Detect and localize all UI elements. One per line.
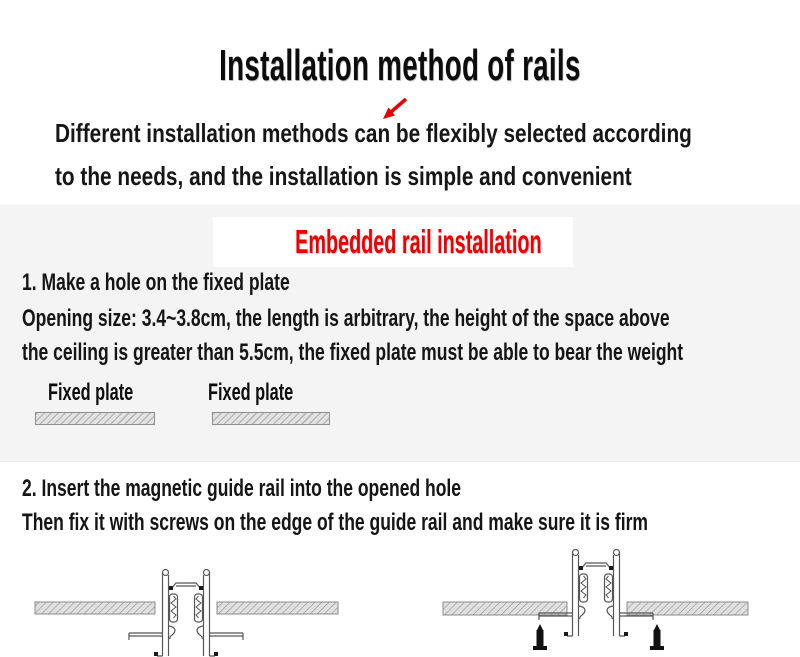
subtitle-line-1: Different installation methods can be flexibly selected according <box>55 118 692 148</box>
section-heading: Embedded rail installation <box>295 223 542 260</box>
step1-desc-line2: the ceiling is greater than 5.5cm, the fixed plate must be able to bear the weight <box>22 339 684 366</box>
rail-fixed-with-screws-diagram <box>420 540 760 657</box>
subtitle-line-2: to the needs, and the installation is simple and convenient <box>55 161 632 191</box>
screw-icon <box>650 624 664 650</box>
screw-icon <box>533 624 547 650</box>
fixed-plate-label-2: Fixed plate <box>208 379 294 406</box>
step2-title: 2. Insert the magnetic guide rail into the opened hole <box>22 475 462 502</box>
fixed-plate-bar-1 <box>35 412 155 425</box>
mounting-wing-left <box>129 633 163 640</box>
step2-desc-line1: Then fix it with screws on the edge of the guide rail and make sure it is firm <box>22 509 648 536</box>
step1-desc-line1: Opening size: 3.4~3.8cm, the length is arbitrary, the height of the space above <box>22 305 670 332</box>
step1-title: 1. Make a hole on the fixed plate <box>22 269 290 296</box>
page-title <box>0 41 800 90</box>
fixed-plate-label-1: Fixed plate <box>48 379 134 406</box>
embedded-rail-cross-section-diagram <box>30 540 350 657</box>
mounting-wing-right <box>210 633 244 640</box>
ceiling-plate-left <box>35 602 155 614</box>
magnetic-rail-profile <box>539 550 653 637</box>
section-heading-box <box>213 217 573 267</box>
fixed-plate-bar-2 <box>212 412 330 425</box>
ceiling-plate-right <box>217 602 338 614</box>
page-title-text: Installation method of rails <box>219 41 581 90</box>
